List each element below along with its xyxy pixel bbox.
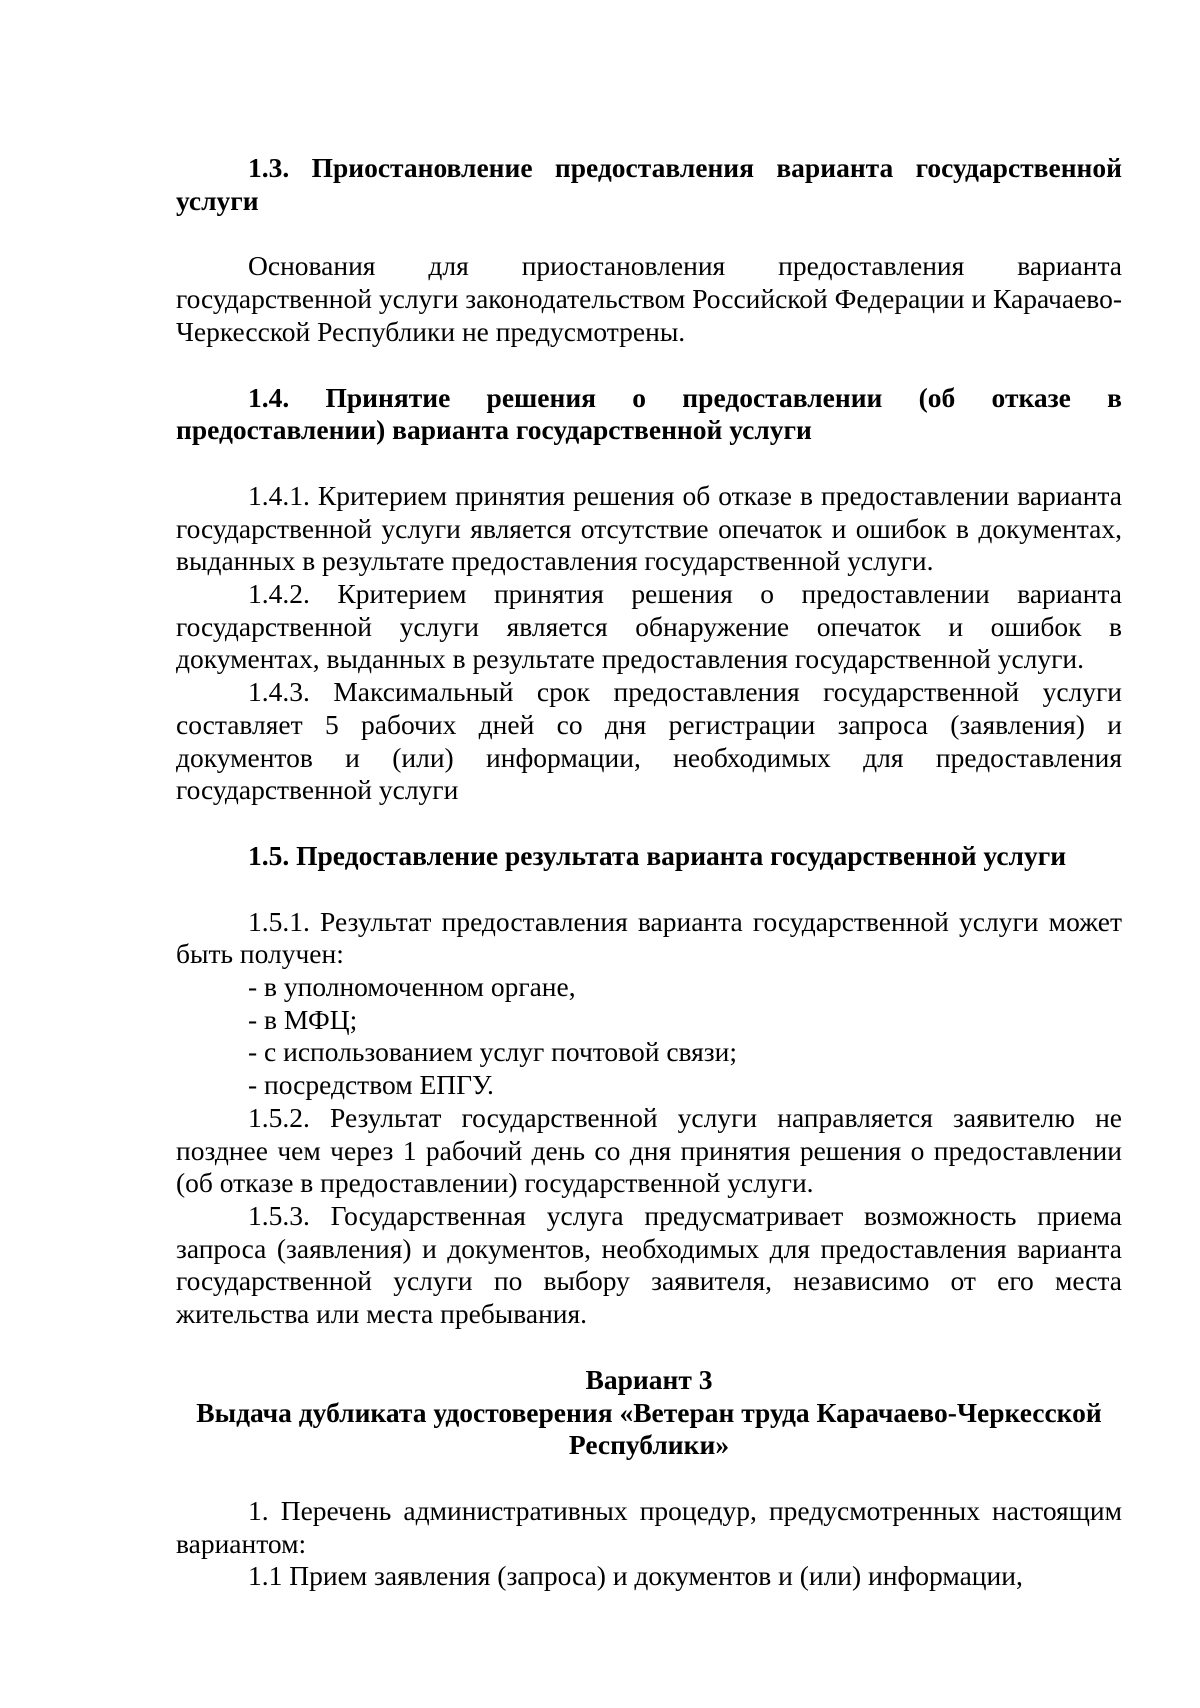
list-item: - с использованием услуг почтовой связи; — [248, 1036, 738, 1068]
list-item: - посредством ЕПГУ. — [248, 1069, 494, 1101]
paragraph-1-4-2: 1.4.2. Критерием принятия решения о предоставлении варианта государственной услуги является обнаружение опечаток и ошибок в документах, выданных в результате предоставления государственной услуги. — [176, 578, 1122, 675]
paragraph-1-4-3: 1.4.3. Максимальный срок предоставления государственной услуги составляет 5 рабочих дней со дня регистрации запроса (заявления) и документов и (или) информации, необходимых для предоставления государственной услуги — [176, 676, 1122, 806]
paragraph-1-1: 1.1 Прием заявления (запроса) и документов и (или) информации, — [248, 1560, 1023, 1592]
paragraph-1: 1. Перечень административных процедур, предусмотренных настоящим вариантом: — [176, 1494, 1122, 1559]
paragraph-1-5-1: 1.5.1. Результат предоставления варианта государственной услуги может быть получен: — [176, 905, 1122, 970]
section-1-5-heading: 1.5. Предоставление результата варианта государственной услуги — [248, 839, 1067, 871]
variant-title: Вариант 3 — [585, 1363, 713, 1395]
variant-subtitle: Выдача дубликата удостоверения «Ветеран труда Карачаево-Черкесской Республики» — [196, 1396, 1102, 1461]
list-item: - в уполномоченном органе, — [248, 971, 576, 1003]
paragraph-1-5-2: 1.5.2. Результат государственной услуги направляется заявителю не позднее чем через 1 рабочий день со дня принятия решения о предоставлении (об отказе в предоставлении) государственной услуги. — [176, 1101, 1122, 1199]
paragraph-1-4-1: 1.4.1. Критерием принятия решения об отказе в предоставлении варианта государственной услуги является отсутствие опечаток и ошибок в документах, выданных в результате предоставления государственной услуги. — [176, 479, 1122, 577]
document-body — [176, 152, 1122, 1593]
section-1-3-text: Основания для приостановления предоставления варианта государственной услуги законодательством Российской Федерации и Карачаево-Черкесской Республики не предусмотрены. — [176, 250, 1122, 347]
paragraph-1-5-3: 1.5.3. Государственная услуга предусматривает возможность приема запроса (заявления) и документов, необходимых для предоставления варианта государственной услуги по выбору заявителя, независимо от его места жительства или места пребывания. — [176, 1199, 1122, 1330]
section-1-4-heading: 1.4. Принятие решения о предоставлении (об отказе в предоставлении) варианта государственной услуги — [176, 381, 1122, 446]
section-1-3-heading: 1.3. Приостановление предоставления варианта государственной услуги — [176, 152, 1122, 216]
list-item: - в МФЦ; — [248, 1003, 358, 1035]
